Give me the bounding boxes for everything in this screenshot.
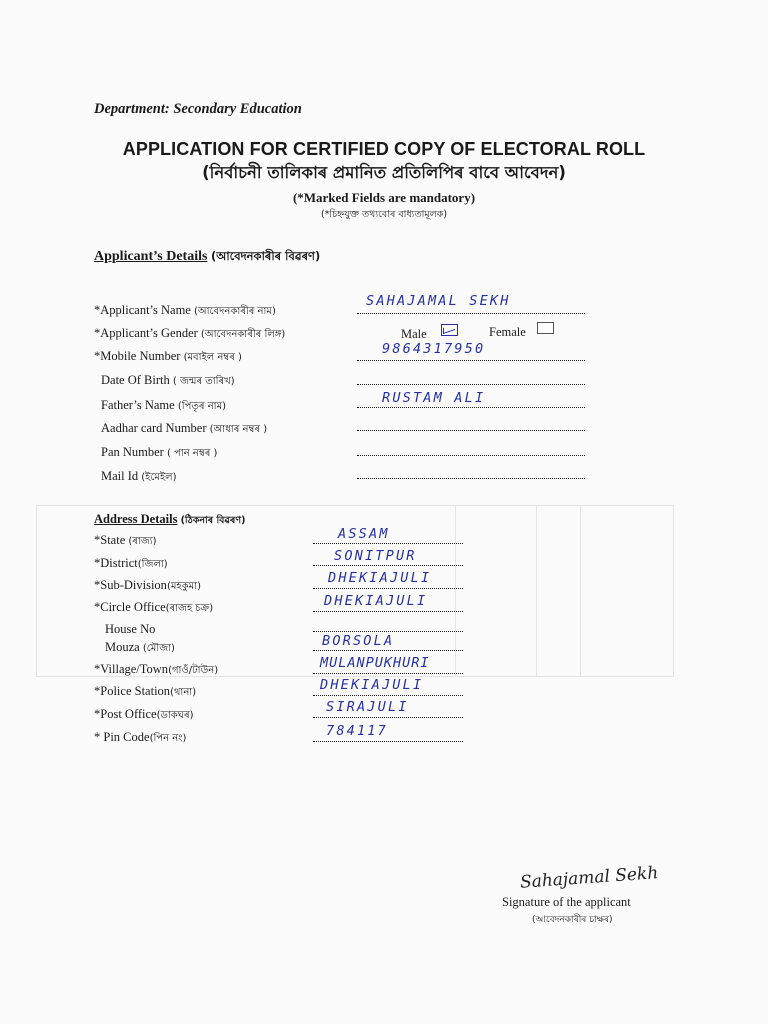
sub-division-field[interactable]: DHEKIAJULI — [328, 570, 432, 586]
field-label-bn: (ৰাজহ চক্ৰ) — [165, 603, 214, 614]
sub-division-line — [313, 587, 463, 589]
field-label-bn: (মৌজা) — [142, 643, 175, 654]
field-label: Father’s Name — [101, 398, 175, 412]
mouza-line — [313, 649, 463, 651]
aadhar-number-line — [357, 429, 585, 431]
field-label: *District — [94, 556, 138, 570]
police-station-field[interactable]: DHEKIAJULI — [320, 677, 424, 693]
field-label: *Applicant’s Name — [94, 303, 191, 317]
gender-female-checkbox[interactable] — [537, 322, 554, 334]
field-label-bn: (আবেদনকাৰীৰ নাম) — [193, 306, 276, 317]
date-of-birth-label — [101, 373, 235, 391]
mandatory-note-bn: (*চিহ্নযুক্ত তথ্যবোৰ বাধ্যতামূলক) — [320, 209, 448, 220]
address-heading-bn: (ঠিকনাৰ বিৱৰণ) — [180, 515, 246, 526]
field-label: *Applicant’s Gender — [94, 326, 198, 340]
post-office-line — [313, 716, 463, 718]
field-label-bn: (থানা) — [170, 687, 197, 698]
field-label: *Police Station — [94, 684, 171, 698]
house-no-label — [105, 622, 155, 637]
village-town-label — [94, 662, 218, 680]
field-label: *Post Office — [94, 707, 157, 721]
circle-office-line — [313, 610, 463, 612]
field-label: * Pin Code — [94, 730, 150, 744]
date-of-birth-line — [357, 383, 585, 385]
pan-number-line — [357, 454, 585, 456]
mandatory-note: (*Marked Fields are mandatory) — [292, 190, 476, 205]
aadhar-number-label — [101, 421, 267, 439]
field-label-bn: (পিন নং) — [149, 733, 187, 744]
applicant-name-line — [357, 312, 585, 314]
applicant-heading-bn: (আবেদনকাৰীৰ বিৱৰণ) — [210, 249, 321, 263]
field-label-bn: (ইমেইল) — [141, 472, 177, 483]
father-name-label — [101, 398, 226, 416]
field-label: *State — [94, 533, 126, 547]
address-section-heading — [94, 512, 245, 529]
field-label-bn: (ডাকঘৰ) — [156, 710, 194, 721]
field-label-bn: (মবাইল নম্বৰ ) — [183, 352, 242, 363]
address-heading-text: Address Details — [94, 512, 178, 526]
field-label-bn: ( পান নম্বৰ ) — [166, 448, 218, 459]
page-title-bn: (নির্বাচনী তালিকাৰ প্ৰমানিত প্ৰতিলিপিৰ বাবে আবেদন) — [202, 163, 566, 182]
applicant-section-heading — [94, 248, 320, 267]
post-office-field[interactable]: SIRAJULI — [326, 699, 409, 715]
police-station-line — [313, 694, 463, 696]
sub-division-label — [94, 578, 201, 596]
mouza-field[interactable]: BORSOLA — [322, 633, 395, 649]
bleed-through-table-col — [455, 505, 537, 677]
district-line — [313, 564, 463, 566]
state-label — [94, 533, 157, 551]
applicant-gender-label — [94, 326, 285, 344]
mail-id-label — [101, 469, 177, 487]
police-station-label — [94, 684, 196, 702]
house-no-line — [313, 630, 463, 632]
field-label-bn: (আধাৰ নম্বৰ ) — [209, 424, 268, 435]
pin-code-field[interactable]: 784117 — [326, 723, 388, 739]
village-town-field[interactable]: MULANPUKHURI — [320, 655, 430, 671]
state-field[interactable]: ASSAM — [338, 526, 390, 542]
applicant-heading-text: Applicant’s Details — [94, 249, 208, 264]
field-label: Pan Number — [101, 445, 164, 459]
district-label — [94, 556, 168, 574]
gender-male-label: Male — [401, 327, 427, 341]
field-label-bn: (আবেদনকাৰীৰ লিঙ্গ) — [200, 329, 286, 340]
field-label-bn: (মহকুমা) — [166, 581, 201, 592]
father-name-line — [357, 406, 585, 408]
field-label: *Circle Office — [94, 600, 166, 614]
pin-code-label — [94, 730, 186, 748]
signature-caption: Signature of the applicant — [502, 895, 631, 909]
mouza-label — [105, 640, 175, 658]
applicant-name-field[interactable]: SAHAJAMAL SEKH — [366, 293, 511, 309]
field-label: Mail Id — [101, 469, 139, 483]
department-label: Department: Secondary Education — [94, 101, 302, 117]
circle-office-label — [94, 600, 213, 618]
father-name-field[interactable]: RUSTAM ALI — [382, 390, 486, 406]
field-label-bn: (জিলা) — [137, 559, 168, 570]
applicant-name-label — [94, 303, 276, 321]
district-field[interactable]: SONITPUR — [334, 548, 417, 564]
village-town-line — [313, 672, 463, 674]
signature-caption-bn: (আবেদনকাৰীৰ চাক্ষৰ) — [532, 915, 613, 925]
field-label: Aadhar card Number — [101, 421, 207, 435]
field-label: House No — [105, 622, 156, 636]
gender-female-label: Female — [489, 325, 526, 339]
mobile-number-field[interactable]: 9864317950 — [382, 341, 486, 357]
page-title: APPLICATION FOR CERTIFIED COPY OF ELECTORAL ROLL — [122, 139, 646, 159]
post-office-label — [94, 707, 194, 725]
mobile-number-line — [357, 359, 585, 361]
field-label-bn: (গাওঁ/টাউন) — [168, 665, 219, 676]
pan-number-label — [101, 445, 217, 463]
field-label: Mouza — [105, 640, 140, 654]
bleed-through-table-col — [580, 505, 674, 677]
field-label-bn: (ৰাজ্য) — [128, 536, 157, 547]
pin-code-line — [313, 740, 463, 742]
field-label-bn: ( জন্মৰ তাৰিখ) — [172, 376, 235, 387]
applicant-signature: Sahajamal Sekh — [519, 863, 659, 893]
mobile-number-label — [94, 349, 242, 367]
field-label: *Village/Town — [94, 662, 169, 676]
circle-office-field[interactable]: DHEKIAJULI — [324, 593, 428, 609]
gender-male-checkbox[interactable] — [441, 324, 458, 336]
field-label: Date Of Birth — [101, 373, 170, 387]
field-label: *Mobile Number — [94, 349, 181, 363]
state-line — [313, 542, 463, 544]
mail-id-line — [357, 477, 585, 479]
field-label: *Sub-Division — [94, 578, 167, 592]
field-label-bn: (পিতৃৰ নাম) — [177, 401, 227, 412]
